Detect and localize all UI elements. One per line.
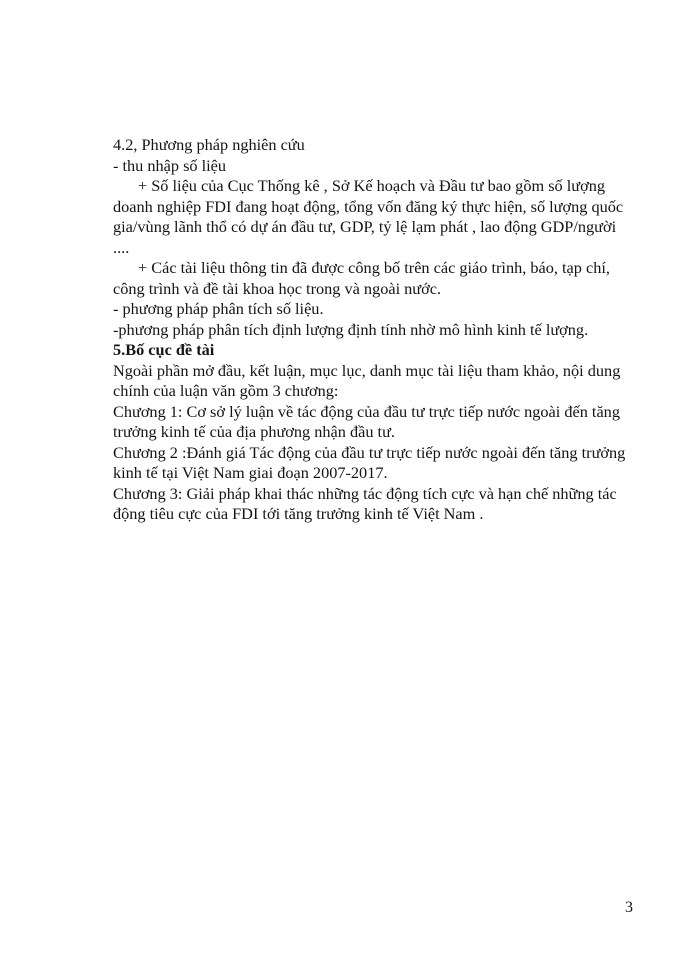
- method-quantitative-item: -phương pháp phân tích định lượng định tính nhờ mô hình kinh tế lượng.: [113, 319, 589, 339]
- structure-intro-paragraph: Ngoài phần mở đầu, kết luận, mục lục, danh mục tài liệu tham khảo, nội dung chính của luận văn gồm 3 chương:: [113, 360, 621, 400]
- method-analysis-item: - phương pháp phân tích số liệu.: [113, 299, 324, 318]
- chapter-1-paragraph: Chương 1: Cơ sở lý luận về tác động của đầu tư trực tiếp nước ngoài đến tăng trưởng kinh tế của địa phương nhận đầu tư.: [113, 401, 620, 441]
- method-sources-ellipsis: ....: [113, 237, 130, 257]
- method-sources-paragraph: + Số liệu của Cục Thống kê , Sở Kế hoạch và Đầu tư bao gồm số lượng doanh nghiệp FDI đang hoạt động, tổng vốn đăng ký thực hiện, số lượng quốc gia/vùng lãnh thổ có dự án đầu tư, GDP, tỷ lệ lạm phát , lao động GDP/người: [113, 176, 624, 236]
- chapter-3-paragraph: Chương 3: Giải pháp khai thác những tác động tích cực và hạn chế những tác động tiêu cực của FDI tới tăng trưởng kinh tế Việt Nam .: [113, 483, 617, 523]
- method-collect-item: - thu nhập số liệu: [113, 155, 227, 175]
- method-documents-paragraph: + Các tài liệu thông tin đã được công bố trên các giáo trình, báo, tạp chí, công trình và đề tài khoa học trong và ngoài nước.: [113, 258, 610, 298]
- section-4-2-heading: 4.2, Phương pháp nghiên cứu: [113, 135, 305, 154]
- document-body: [113, 135, 639, 525]
- chapter-2-paragraph: Chương 2 :Đánh giá Tác động của đầu tư trực tiếp nước ngoài đến tăng trưởng kinh tế tại Việt Nam giai đoạn 2007-2017.: [113, 442, 626, 482]
- section-5-heading: 5.Bố cục đề tài: [113, 340, 215, 359]
- page-number: 3: [625, 899, 633, 916]
